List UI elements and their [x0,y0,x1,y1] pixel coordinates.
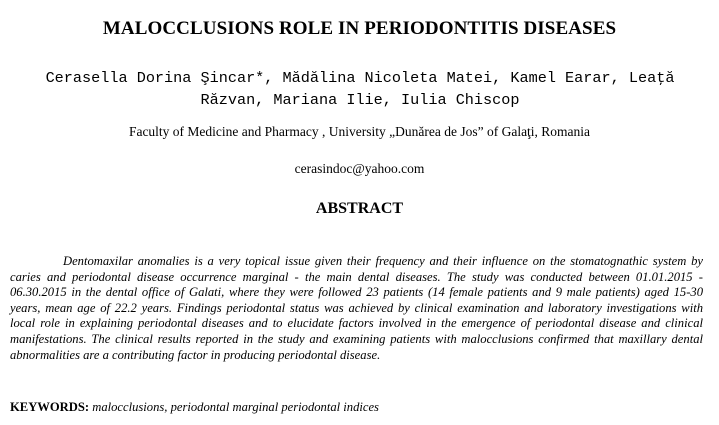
keywords-label: KEYWORDS: [10,400,90,414]
keywords-value: malocclusions, periodontal marginal periodontal indices [92,400,379,414]
paper-title: MALOCCLUSIONS ROLE IN PERIODONTITIS DISEASES [102,18,617,39]
affiliation: Faculty of Medicine and Pharmacy , University „Dunărea de Jos” of Galaţi, Romania [128,124,591,139]
keywords-line [10,400,703,416]
author-list: Cerasella Dorina Şincar*, Mădălina Nicoleta Matei, Kamel Earar, Leaţă Răzvan, Mariana Ilie, Iulia Chiscop [45,69,675,109]
abstract-heading: ABSTRACT [315,200,404,217]
contact-email: cerasindoc@yahoo.com [294,161,425,176]
abstract-text: Dentomaxilar anomalies is a very topical issue given their frequency and their influence on the stomatognathic system by caries and periodontal disease occurrence marginal - the main dental diseases. The study was conducted between 01.01.2015 - 06.30.2015 in the dental office of Galati, where they were followed 23 patients (14 female patients and 9 male patients) aged 15-30 years, mean age of 22.2 years. Findings periodontal status was achieved by clinical examination and laboratory investigations with local role in explaining periodontal diseases and to elucidate factors involved in the emergence of periodontal disease and clinical manifestations. The clinical results reported in the study and examining patients with malocclusions confirmed that maxillary dental abnormalities are a contributing factor in producing periodontal disease. [10,254,703,362]
